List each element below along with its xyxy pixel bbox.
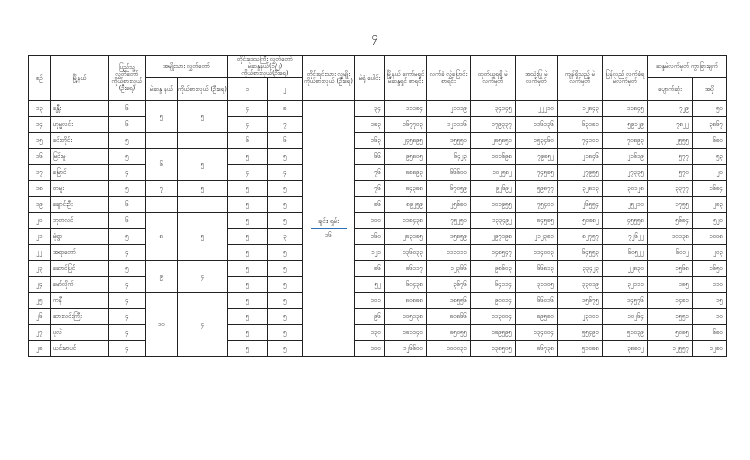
cell-township: တမူး: [51, 181, 109, 197]
divider-line: [311, 228, 347, 229]
cell-sr: ၁၄: [29, 117, 51, 133]
cell-ret: ၃၀၁၂၈: [603, 181, 648, 197]
cell-voters: ၂၄၅၈၉၅: [385, 133, 427, 149]
cell-remain: ၃၂၈၁၃: [558, 181, 603, 197]
cell-union: ၆: [109, 197, 146, 213]
cell-extra: ၃၈၆၇: [693, 117, 727, 133]
header-national-rep: အမျိုးသား လွှတ်တော်: [146, 56, 228, 78]
cell-nat_c: ၆: [146, 149, 178, 181]
cell-s2: ၅: [268, 213, 303, 229]
table-row: [29, 229, 727, 245]
cell-extra: ၁၂၈၀: [693, 341, 727, 357]
cell-township: မြင်းမူ: [51, 149, 109, 165]
cell-township: မော်လိုက်: [51, 277, 109, 293]
cell-polling: ၈၆: [355, 261, 385, 277]
cell-issued: ၆၄၁၁၄: [471, 277, 516, 293]
header-union-rep: ပြည်သူ့ လွှတ်တော် ကိုယ်စားလှယ် (ဦးရေ): [109, 56, 146, 101]
table-row: [29, 277, 727, 293]
cell-voters: ၁၁၈၄၃၈: [385, 213, 427, 229]
header-used: အသုံးပြု မဲလက်မှတ်: [516, 56, 558, 101]
cell-union: ၄: [109, 293, 146, 309]
cell-issued: ၉၂၆၉၂: [471, 181, 516, 197]
cell-s2: ၄: [268, 165, 303, 181]
cell-lost: ၁၅၅၁: [648, 309, 693, 325]
cell-sr: ၁၃: [29, 101, 51, 117]
cell-nat_c: ၁၀: [146, 293, 178, 357]
cell-sr: ၂၅: [29, 293, 51, 309]
cell-issued: ၁၀၁၉၅၅: [471, 197, 516, 213]
cell-s2: ၅: [268, 309, 303, 325]
cell-recv: ၂၁၁၁၉: [427, 101, 471, 117]
header-lost: ပျောက်ဆုံး: [648, 78, 693, 101]
cell-township: အရာတော်: [51, 245, 109, 261]
cell-issued: ၁၀၂၅၈၂: [471, 165, 516, 181]
cell-remain: ၂၃၁၀၁: [558, 309, 603, 325]
cell-nat_s: ၅: [178, 149, 228, 181]
cell-s1: ၅: [228, 341, 268, 357]
cell-s1: ၅: [228, 261, 268, 277]
cell-s1: ၅: [228, 213, 268, 229]
cell-sr: ၂၂: [29, 245, 51, 261]
ethnic-value: ၁၆: [325, 232, 332, 239]
cell-voters: ၂၈၃၁၈၅: [385, 229, 427, 245]
cell-union: ၄: [109, 165, 146, 181]
cell-ret: ၃၈၈၀၂: [603, 341, 648, 357]
cell-recv: ၈၅၀၅၅: [427, 325, 471, 341]
cell-s1: ၄: [228, 117, 268, 133]
ethnic-label: ချင်း၊ ရှမ်း: [318, 218, 339, 225]
cell-voters: ၈၆၁၁၇: [385, 261, 427, 277]
cell-ret: ၆၀၅၂၂: [603, 245, 648, 261]
table-row: [29, 165, 727, 181]
cell-s1: ၆: [228, 133, 268, 149]
cell-ret: ၃၂၁၁၁: [603, 277, 648, 293]
cell-remain: ၆၃၁၈၁: [558, 117, 603, 133]
cell-ret: ၂၂၈၃၀: [603, 261, 648, 277]
cell-union: ၄: [109, 245, 146, 261]
header-township: မြို့နယ်: [51, 56, 109, 101]
cell-used: ၁၃၄၀၀၄: [516, 325, 558, 341]
cell-nat_s: ၅: [178, 213, 228, 261]
cell-s2: ၃: [268, 229, 303, 245]
cell-lost: ၂၅၅၅: [648, 133, 693, 149]
cell-voters: ၈၉၂၅၉: [385, 197, 427, 213]
header-ballot-diff: ဆန္ဒမဲလက်မှတ် ကွာခြားချက်: [648, 56, 727, 78]
cell-nat_s: [178, 133, 228, 149]
cell-sr: ၁၅: [29, 133, 51, 149]
table-row: [29, 133, 727, 149]
cell-used: ၈၄၅၈၅: [516, 213, 558, 229]
header-voters: မြို့နယ် ကော်မရှင် မဲဆန္ဒရှင် စာရင်း: [385, 56, 427, 101]
page-number: ၄: [371, 30, 379, 43]
cell-lost: ၁၂၅၅၇: [648, 341, 693, 357]
cell-township: ဘုတလင်: [51, 213, 109, 229]
header-national-seats: ကိုယ်စားလှယ် (ဦးရေ): [178, 78, 228, 101]
cell-ret: ၇၀၈၉၃: [603, 133, 648, 149]
cell-lost: ၅၆၈၄: [648, 213, 693, 229]
cell-recv: ၁၁၁၁၁၁: [427, 245, 471, 261]
cell-sr: ၁၆: [29, 149, 51, 165]
header-polling-stations: မဲရုံ ပေါင်း: [355, 56, 385, 101]
cell-extra: ၁၀: [693, 309, 727, 325]
cell-s2: ၅: [268, 181, 303, 197]
cell-remain: ၅၀၈၈၂: [558, 213, 603, 229]
cell-ret: ၂၅၂၁၀: [603, 197, 648, 213]
cell-recv: ၆၇၀၅၉: [427, 181, 471, 197]
cell-union: ၅: [109, 181, 146, 197]
cell-extra: ၂၀: [693, 165, 727, 181]
cell-extra: ၁၆၅၀: [693, 261, 727, 277]
cell-extra: ၂၈၃: [693, 197, 727, 213]
cell-sr: ၂၆: [29, 309, 51, 325]
cell-issued: ၁၄၈၅၄၇: [471, 245, 516, 261]
cell-lost: ၁၇၅၅: [648, 197, 693, 213]
header-state-sub1: ၁: [228, 78, 268, 101]
cell-union: ၄: [109, 341, 146, 357]
cell-issued: ၃၄၁၄၅: [471, 101, 516, 117]
cell-s1: ၄: [228, 101, 268, 117]
cell-nat_c: [146, 197, 178, 213]
cell-lost: ၁၅၆၈: [648, 261, 693, 277]
cell-nat_c: ၇: [146, 181, 178, 197]
table-row: [29, 117, 727, 133]
cell-remain: ၈၂၇၅၇: [558, 229, 603, 245]
cell-s2: ၅: [268, 341, 303, 357]
cell-polling: ၇၆: [355, 165, 385, 181]
cell-s1: ၅: [228, 325, 268, 341]
table-row: [29, 309, 727, 325]
cell-remain: ၅၅၄၉၁: [558, 325, 603, 341]
cell-ret: ၅၁၀၃၉: [603, 325, 648, 341]
cell-remain: ၁၂၈၄၃: [558, 101, 603, 117]
cell-s2: ၅: [268, 277, 303, 293]
cell-issued: ၂၈၅၈၅၁: [471, 133, 516, 149]
cell-extra: ၁၀၀၈: [693, 229, 727, 245]
cell-recv: ၁၅၈၅၉: [427, 229, 471, 245]
cell-recv: ၈၀၈၆၆: [427, 309, 471, 325]
cell-lost: ၅၇၀: [648, 165, 693, 181]
header-damaged: အပို: [693, 78, 727, 101]
cell-used: ၂၂၂၁၀: [516, 101, 558, 117]
header-national-constituency: မဲဆန္ဒ နယ်: [146, 78, 178, 101]
cell-polling: ၁၀၀: [355, 213, 385, 229]
cell-ret: ၁၁၈၄၅: [603, 101, 648, 117]
cell-extra: ၁၁၀: [693, 277, 727, 293]
table-row: [29, 341, 727, 357]
cell-township: ဟုမ္မလင်း: [51, 117, 109, 133]
table-body: [29, 101, 727, 357]
cell-nat_s: [178, 197, 228, 213]
cell-sr: ၂၈: [29, 341, 51, 357]
cell-township: ချောင်းဦး: [51, 197, 109, 213]
cell-union: ၄: [109, 309, 146, 325]
cell-s1: ၅: [228, 309, 268, 325]
cell-used: ၇၉၈၅၂: [516, 149, 558, 165]
cell-issued: ၁၁၃၀၀၄: [471, 309, 516, 325]
cell-sr: ၂၇: [29, 325, 51, 341]
cell-township: ခင်းတိုင်း: [51, 133, 109, 149]
cell-extra: ၆၈၀: [693, 325, 727, 341]
cell-used: ၆၆၈၁၃: [516, 261, 558, 277]
cell-lost: ၁၀၁၃၈: [648, 229, 693, 245]
cell-used: ၈၆၇၃၈: [516, 341, 558, 357]
cell-remain: ၇၄၁၀၁: [558, 133, 603, 149]
cell-nat_c: [146, 133, 178, 149]
cell-s1: ၄: [228, 165, 268, 181]
cell-polling: ၇၆: [355, 181, 385, 197]
cell-remain: ၅၁၀၈၈: [558, 341, 603, 357]
cell-s2: ၅: [268, 197, 303, 213]
cell-s1: ၅: [228, 197, 268, 213]
cell-used: ၁၅၃၄၆၀: [516, 133, 558, 149]
cell-remain: ၃၃၄၂၃: [558, 261, 603, 277]
cell-extra: ၁၆၈၄: [693, 181, 727, 197]
cell-s2: ၅: [268, 261, 303, 277]
cell-recv: ၆၆၆၀၀: [427, 165, 471, 181]
table-row: [29, 101, 727, 117]
cell-polling: ၁၆၀: [355, 229, 385, 245]
cell-township: မြောင်: [51, 165, 109, 181]
cell-extra: ၅၀: [693, 101, 727, 117]
cell-sr: ၁၈: [29, 181, 51, 197]
cell-union: ၅: [109, 133, 146, 149]
cell-lost: ၇၈၂၂: [648, 117, 693, 133]
cell-remain: ၂၆၅၅၄: [558, 197, 603, 213]
cell-polling: ၁၂၁: [355, 245, 385, 261]
cell-recv: ၁၂၁၁၁၆: [427, 117, 471, 133]
cell-recv: ၁၈၅၅၆: [427, 293, 471, 309]
cell-union: ၅: [109, 229, 146, 245]
cell-polling: ၁၆၃: [355, 133, 385, 149]
cell-lost: ၅၇၇: [648, 149, 693, 165]
cell-s2: ၅: [268, 149, 303, 165]
cell-nat_c: ၉: [146, 261, 178, 293]
cell-extra: ၆၈၀: [693, 133, 727, 149]
cell-voters: ၈၄၃၈၈: [385, 181, 427, 197]
cell-ret: ၇၂၆၂၂: [603, 229, 648, 245]
cell-township: မုံရွာ: [51, 229, 109, 245]
cell-polling: ၁၀၀: [355, 341, 385, 357]
cell-lost: ၁၈၅: [648, 277, 693, 293]
cell-issued: ၁၇၉၃၃၇: [471, 117, 516, 133]
cell-union: ၄: [109, 277, 146, 293]
cell-used: ၁၁၆၁၃၆: [516, 117, 558, 133]
cell-remain: ၆၄၅၅၃: [558, 245, 603, 261]
cell-recv: ၂၅၆၈၀: [427, 197, 471, 213]
cell-s2: ၈: [268, 101, 303, 117]
cell-used: ၇၄၅၈၅: [516, 165, 558, 181]
cell-voters: ၈၈၈၉၃: [385, 165, 427, 181]
cell-polling: ၃၄: [355, 101, 385, 117]
header-votes-received: လက်ခံ လွှဲပြောင်း စာရင်း: [427, 56, 471, 101]
table-row: [29, 181, 727, 197]
cell-nat_s: ၅: [178, 101, 228, 133]
cell-union: ၆: [109, 117, 146, 133]
cell-voters: ၁၀၅၁၃၈: [385, 309, 427, 325]
cell-issued: ၁၃၃၄၉၂: [471, 213, 516, 229]
cell-voters: ၁၂၆၆၀၀: [385, 341, 427, 357]
cell-used: ၇၅၄၀၁: [516, 197, 558, 213]
cell-used: ၂၁၂၃၈၁: [516, 229, 558, 245]
cell-issued: ၂၉၇၁၉၈: [471, 229, 516, 245]
cell-ret: ၂၁၆၁၉: [603, 149, 648, 165]
cell-township: ဆောင်ပြင်: [51, 261, 109, 277]
cell-extra: ၅၂၀: [693, 213, 727, 229]
cell-remain: ၂၁၈၄၆: [558, 149, 603, 165]
cell-union: ၆: [109, 101, 146, 117]
cell-s1: ၅: [228, 181, 268, 197]
table-row: [29, 213, 727, 229]
cell-issued: ၉၈၆၀၃: [471, 261, 516, 277]
cell-recv: ၁၀၀၀၃၁: [427, 341, 471, 357]
cell-extra: ၁၅: [693, 293, 727, 309]
cell-recv: ၆၄၂၃: [427, 149, 471, 165]
cell-polling: ၁၈၃: [355, 117, 385, 133]
cell-s2: ၅: [268, 293, 303, 309]
cell-voters: ၁၁၁၈၄: [385, 101, 427, 117]
cell-s1: ၅: [228, 245, 268, 261]
header-state-rep: တိုင်းဒေသကြီး လွှတ်တော် မဲဆန္ဒနယ်(၁/၂) ကိုယ်စားလှယ်(ဦးရေ): [228, 56, 303, 78]
cell-ret: ၅၉၁၂၉: [603, 117, 648, 133]
cell-township: ဆားလင်းကြီး: [51, 309, 109, 325]
cell-township: ပုလဲ: [51, 325, 109, 341]
cell-lost: ၆၀၁၂: [648, 245, 693, 261]
cell-s1: ၅: [228, 229, 268, 245]
cell-nat_c: ၈: [146, 213, 178, 261]
cell-polling: ၉၆: [355, 309, 385, 325]
cell-used: ၁၁၄၀၀၃: [516, 245, 558, 261]
header-state-sub2: ၂: [268, 78, 303, 101]
cell-extra: ၅၃: [693, 149, 727, 165]
cell-used: ၅၉၈၇၇: [516, 181, 558, 197]
cell-s2: ၆: [268, 133, 303, 149]
cell-issued: ၁၈၉၅၉၅: [471, 325, 516, 341]
cell-issued: ၉၀၀၁၄: [471, 293, 516, 309]
table-row: [29, 261, 727, 277]
cell-township: ကနီ: [51, 293, 109, 309]
cell-s2: ၅: [268, 245, 303, 261]
cell-township: ယင်းမာပင်: [51, 341, 109, 357]
cell-used: ၆၆၀၁၆: [516, 293, 558, 309]
election-statistics-table: [28, 55, 727, 357]
cell-union: ၅: [109, 149, 146, 165]
cell-polling: ၈၆: [355, 197, 385, 213]
header-ethnic-rep: တိုင်းရင်းသား လူမျိုး ကိုယ်စားလှယ် (ဦးရေ): [303, 56, 355, 101]
cell-voters: ၁၆၇၇၀၃: [385, 117, 427, 133]
cell-issued: ၁၃၈၅၀၅: [471, 341, 516, 357]
cell-sr: ၁၇: [29, 165, 51, 181]
cell-ret: ၁၄၅၇၆: [603, 293, 648, 309]
header-remaining: ကျန်ရှိသည့် မဲလက်မှတ်: [558, 56, 603, 101]
cell-recv: ၇၅၂၅၀: [427, 213, 471, 229]
header-issued: ထုတ်ယူရရှိ မဲလက်မှတ်: [471, 56, 516, 101]
cell-union: ၄: [109, 325, 146, 341]
cell-voters: ၉၅၈၀၅: [385, 149, 427, 165]
table-row: [29, 245, 727, 261]
cell-voters: ၈၀၈၈၈: [385, 293, 427, 309]
cell-s1: ၅: [228, 149, 268, 165]
cell-voters: ၆၀၄၃၈: [385, 277, 427, 293]
cell-nat_c: ၅: [146, 101, 178, 133]
cell-lost: ၇၂၉: [648, 101, 693, 117]
cell-polling: ၁၀၁: [355, 293, 385, 309]
cell-sr: ၂၃: [29, 261, 51, 277]
cell-lost: ၁၄၈၁: [648, 293, 693, 309]
cell-recv: ၁၂၃၆၆: [427, 261, 471, 277]
table-row: [29, 325, 727, 341]
cell-union: ၅: [109, 261, 146, 277]
cell-nat_s: ၄: [178, 261, 228, 293]
cell-sr: ၂၀: [29, 213, 51, 229]
table-row: [29, 197, 727, 213]
cell-used: ၈၉၅၈၀: [516, 309, 558, 325]
cell-recv: ၁၅၅၅၀: [427, 133, 471, 149]
cell-remain: ၃၃၀၁၉: [558, 277, 603, 293]
cell-issued: ၁၀၁၆၉၈: [471, 149, 516, 165]
cell-sr: ၁၉: [29, 197, 51, 213]
table-row: [29, 149, 727, 165]
cell-township: ခန္တီး: [51, 101, 109, 117]
cell-polling: ၁၃၀: [355, 325, 385, 341]
cell-polling: ၆၆: [355, 149, 385, 165]
cell-voters: ၁၃၆၀၃၃: [385, 245, 427, 261]
cell-polling: ၅၂: [355, 277, 385, 293]
cell-ret: ၄၅၅၅၈: [603, 213, 648, 229]
cell-extra: ၂၀၃: [693, 245, 727, 261]
cell-lost: ၃၃၇၇: [648, 181, 693, 197]
cell-sr: ၂၄: [29, 277, 51, 293]
cell-nat_s: ၄: [178, 293, 228, 357]
cell-used: ၃၁၁၀၅: [516, 277, 558, 293]
cell-union: ၆: [109, 213, 146, 229]
header-sr: စဉ်: [29, 56, 51, 101]
cell-remain: ၂၇၉၅၅: [558, 165, 603, 181]
cell-ret: ၁၀၂၆၄: [603, 309, 648, 325]
cell-s2: ၅: [268, 325, 303, 341]
cell-remain: ၁၅၆၇၅: [558, 293, 603, 309]
table-row: [29, 293, 727, 309]
cell-nat_s: ၅: [178, 181, 228, 197]
cell-s1: ၅: [228, 293, 268, 309]
cell-sr: ၂၁: [29, 229, 51, 245]
header-returned: ပြန်လည် လက်ခံရ မဲလက်မှတ်: [603, 56, 648, 101]
cell-s2: ၇: [268, 117, 303, 133]
cell-ethnic-rep-merged: [303, 101, 355, 357]
cell-voters: ၁၈၁၁၄၀: [385, 325, 427, 341]
cell-recv: ၃၆၇၆: [427, 277, 471, 293]
cell-ret: ၂၇၃၃၅: [603, 165, 648, 181]
cell-s1: ၅: [228, 277, 268, 293]
cell-lost: ၅၀၈၅: [648, 325, 693, 341]
